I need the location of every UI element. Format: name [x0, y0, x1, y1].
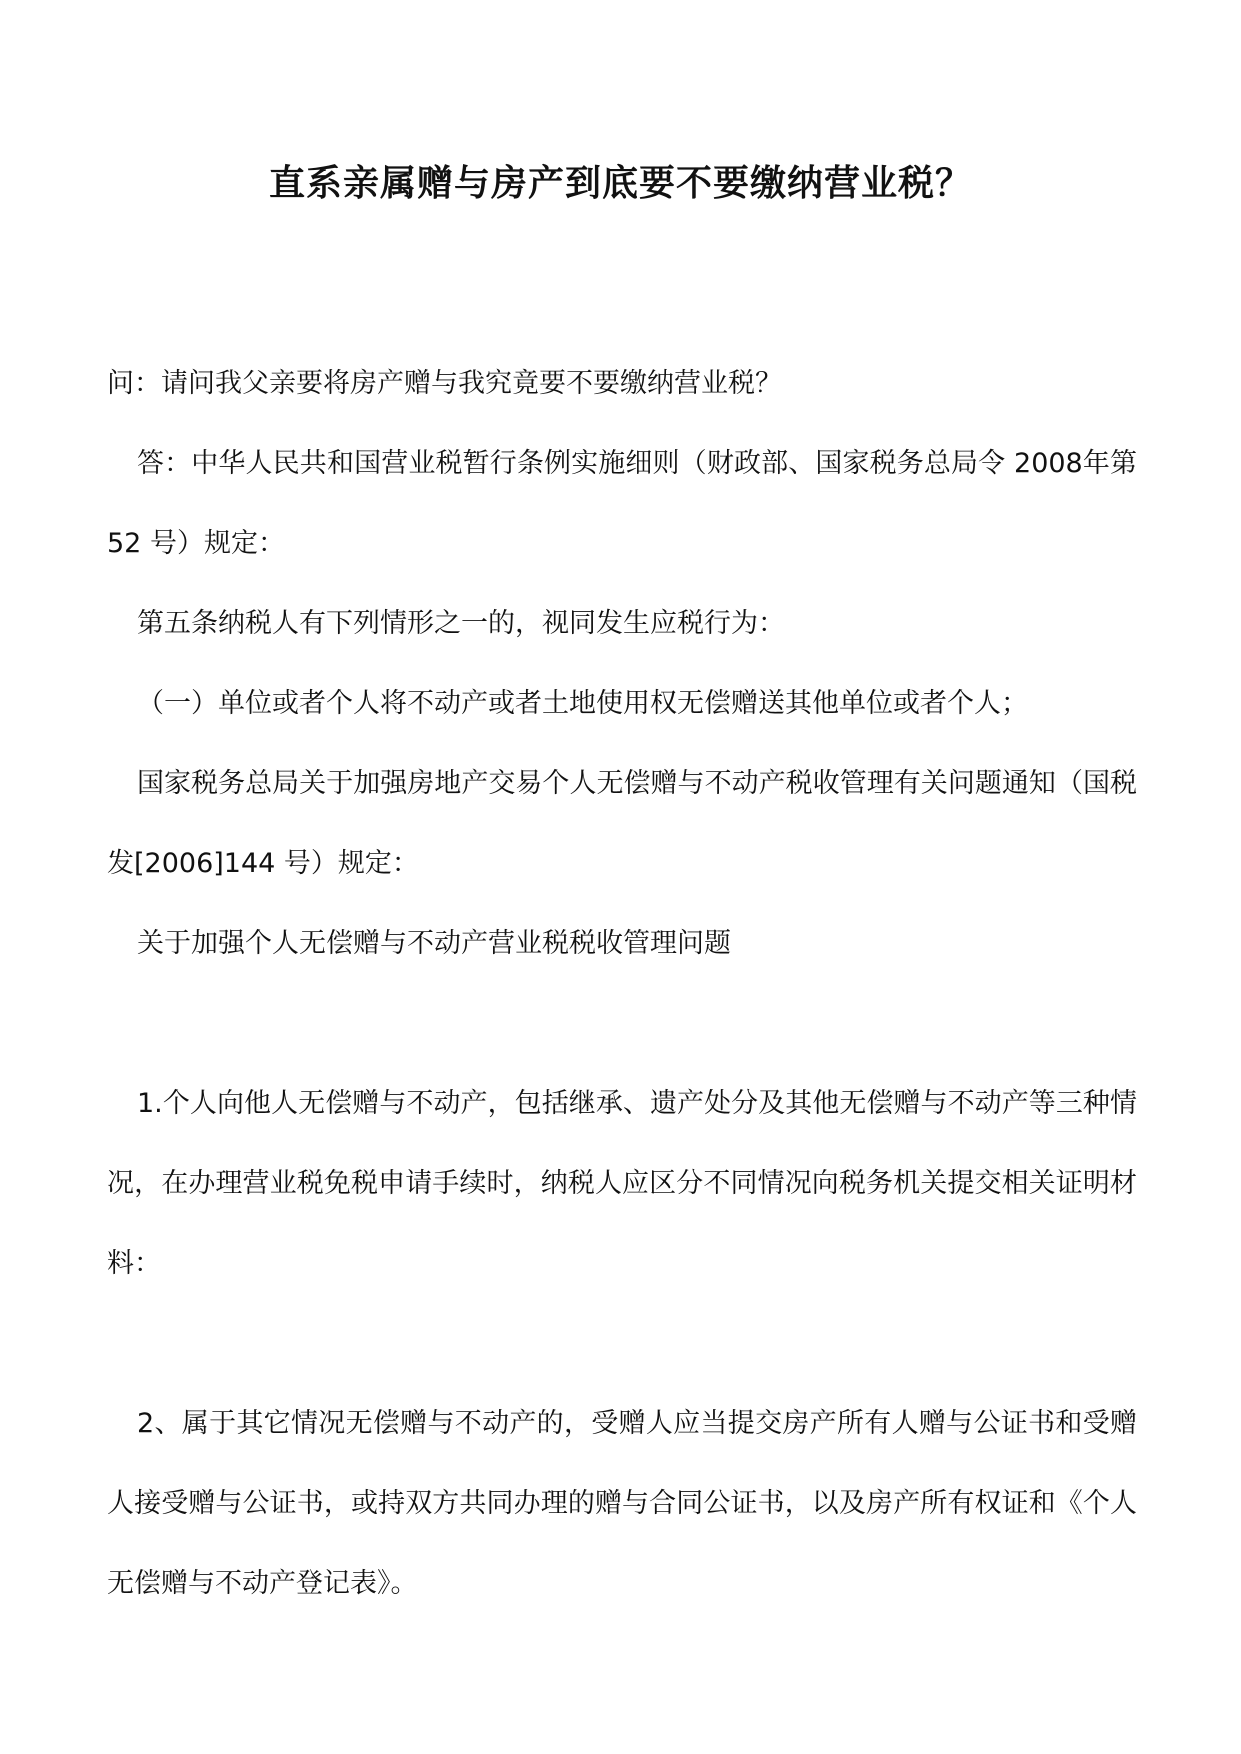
question-paragraph: 问：请问我父亲要将房产赠与我究竟要不要缴纳营业税？ — [107, 368, 782, 399]
answer-paragraph: 答：中华人民共和国营业税暂行条例实施细则（财政部、国家税务总局令 2008年第 52 号）规定： — [107, 448, 1137, 559]
section-heading-paragraph: 关于加强个人无偿赠与不动产营业税税收管理问题 — [137, 928, 731, 959]
paragraph-spacer — [107, 984, 1137, 1064]
document-body — [107, 344, 1137, 1624]
article-five-paragraph: 第五条纳税人有下列情形之一的，视同发生应税行为： — [137, 608, 785, 639]
clause-one-paragraph: （一）单位或者个人将不动产或者土地使用权无偿赠送其他单位或者个人； — [137, 688, 1028, 719]
paragraph-spacer — [107, 1304, 1137, 1384]
item-one-paragraph: 1.个人向他人无偿赠与不动产，包括继承、遗产处分及其他无偿赠与不动产等三种情况，在办理营业税免税申请手续时，纳税人应区分不同情况向税务机关提交相关证明材料： — [107, 1088, 1137, 1279]
notice-paragraph: 国家税务总局关于加强房地产交易个人无偿赠与不动产税收管理有关问题通知（国税发[2006]144 号）规定： — [107, 768, 1137, 879]
item-two-paragraph: 2、属于其它情况无偿赠与不动产的，受赠人应当提交房产所有人赠与公证书和受赠人接受赠与公证书，或持双方共同办理的赠与合同公证书，以及房产所有权证和《个人无偿赠与不动产登记表》。 — [107, 1408, 1137, 1599]
document-title: 直系亲属赠与房产到底要不要缴纳营业税？ — [268, 163, 972, 204]
